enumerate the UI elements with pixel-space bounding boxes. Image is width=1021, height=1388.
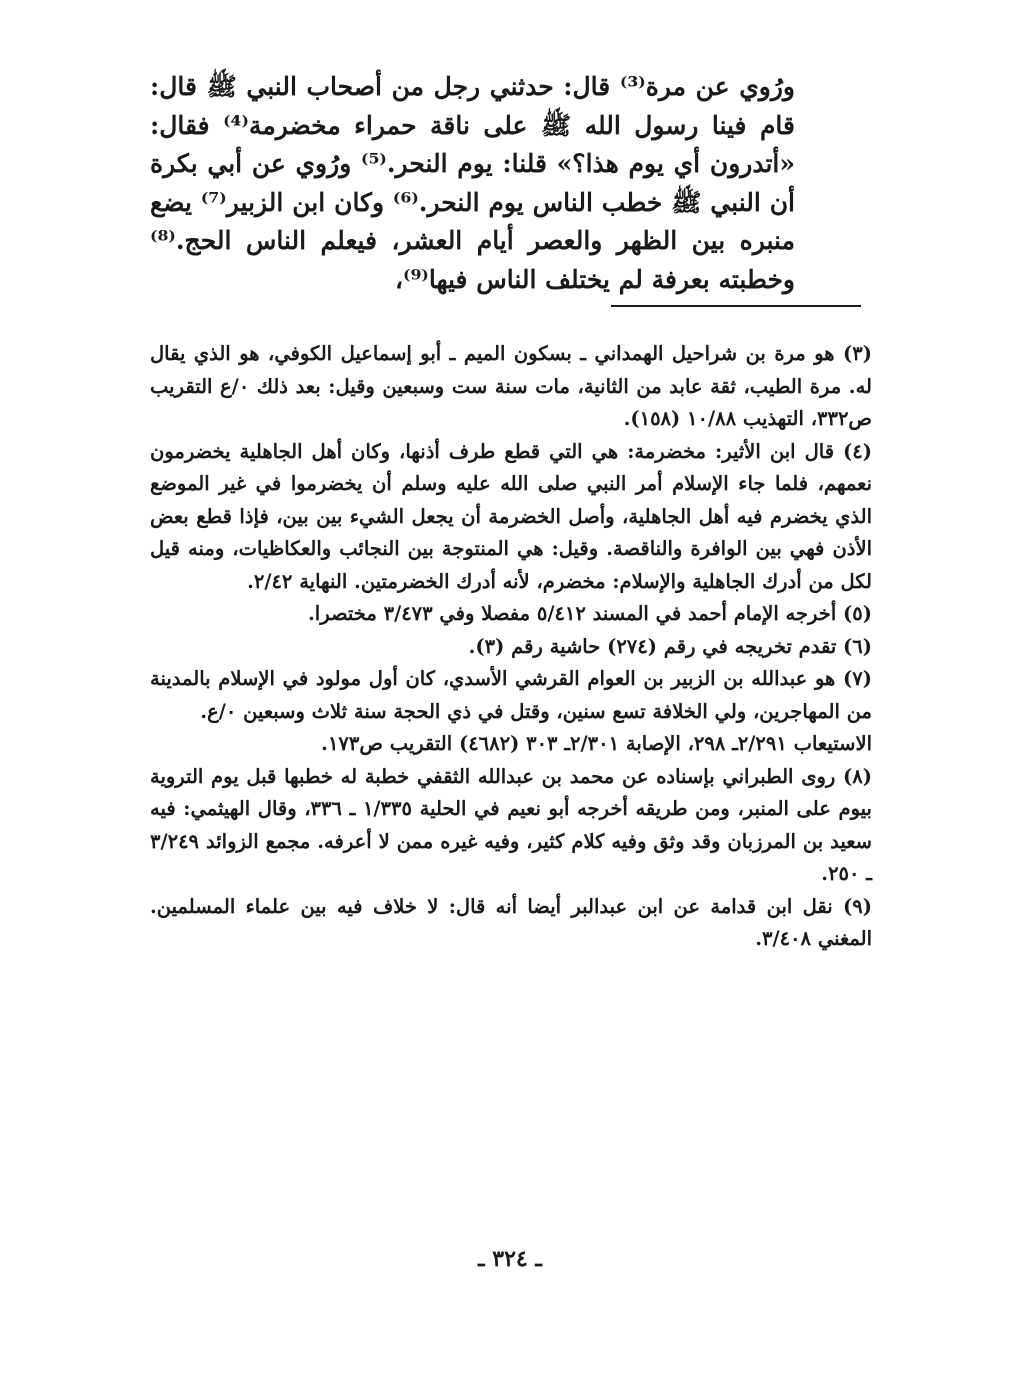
page-number: ـ ٣٢٤ ـ: [478, 1246, 542, 1272]
main-paragraph: ورُوي عن مرة⁽³⁾ قال: حدثني رجل من أصحاب النبي ﷺ قال: قام فينا رسول الله ﷺ على ناقة حمراء مخضرمة⁽⁴⁾ فقال: «أتدرون أي يوم هذا؟» قلنا: يوم النحر.⁽⁵⁾ ورُوي عن أبي بكرة أن النبي ﷺ خطب الناس يوم النحر.⁽⁶⁾ وكان ابن الزبير⁽⁷⁾ يضع منبره بين الظهر والعصر أيام العشر، فيعلم الناس الحج.⁽⁸⁾ وخطبته بعرفة لم يختلف الناس فيها⁽⁹⁾،: [150, 72, 795, 294]
footnote-7-sources: الاستيعاب ٢/٢٩١ـ ٢٩٨، الإصابة ٢/٣٠١ـ ٣٠٣ (٤٦٨٢) التقريب ص١٧٣.: [321, 732, 872, 755]
footnote-9: (٩) نقل ابن قدامة عن ابن عبدالبر أيضا أنه قال: لا خلاف فيه بين علماء المسلمين. المغني ٣/٤٠٨.: [150, 894, 872, 950]
footnote-5: (٥) أخرجه الإمام أحمد في المسند ٥/٤١٢ مفصلا وفي ٣/٤٧٣ مختصرا.: [308, 602, 872, 625]
footnote-8: (٨) روى الطبراني بإسناده عن محمد بن عبدالله الثقفي خطبة له خطبها قبل يوم التروية بيوم على المنبر، ومن طريقه أخرجه أبو نعيم في الحلية ١/٣٣٥ ـ ٣٣٦، وقال الهيثمي: فيه سعيد بن المرزبان وقد وثق وفيه كلام كثير، وفيه غيره ممن لا أعرفه. مجمع الزوائد ٣/٢٤٩ ـ ٢٥٠.: [150, 764, 872, 885]
footnote-3: (٣) هو مرة بن شراحيل الهمداني ـ بسكون الميم ـ أبو إسماعيل الكوفي، هو الذي يقال له. مرة الطيب، ثقة عابد من الثانية، مات سنة ست وسبعين وقيل: بعد ذلك ٠/ع التقريب ص٣٣٢، التهذيب ١٠/٨٨ (١٥٨).: [150, 342, 872, 430]
footnote-separator: [611, 305, 861, 307]
main-text-block: [150, 68, 795, 299]
footnote-7: (٧) هو عبدالله بن الزبير بن العوام القرشي الأسدي، كان أول مولود في الإسلام بالمدينة من المهاجرين، ولي الخلافة تسع سنين، وقتل في ذي الحجة سنة ثلاث وسبعين ٠/ع.: [150, 667, 872, 723]
footnote-4: (٤) قال ابن الأثير: مخضرمة: هي التي قطع طرف أذنها، وكان أهل الجاهلية يخضرمون نعمهم، فلما جاء الإسلام أمر النبي صلى الله عليه وسلم أن يخضرموا في غير الموضع الذي يخضرم فيه أهل الجاهلية، وأصل الخضرمة أن يجعل الشيء بين بين، فإذا قطع بعض الأذن فهي بين الوافرة والناقصة. وقيل: هي المنتوجة بين النجائب والعكاظيات، ومنه قيل لكل من أدرك الجاهلية والإسلام: مخضرم، لأنه أدرك الخضرمتين. النهاية ٢/٤٢.: [150, 439, 872, 593]
footnote-6: (٦) تقدم تخريجه في رقم (٢٧٤) حاشية رقم (٣).: [468, 634, 872, 658]
footnotes-block: [150, 338, 872, 956]
